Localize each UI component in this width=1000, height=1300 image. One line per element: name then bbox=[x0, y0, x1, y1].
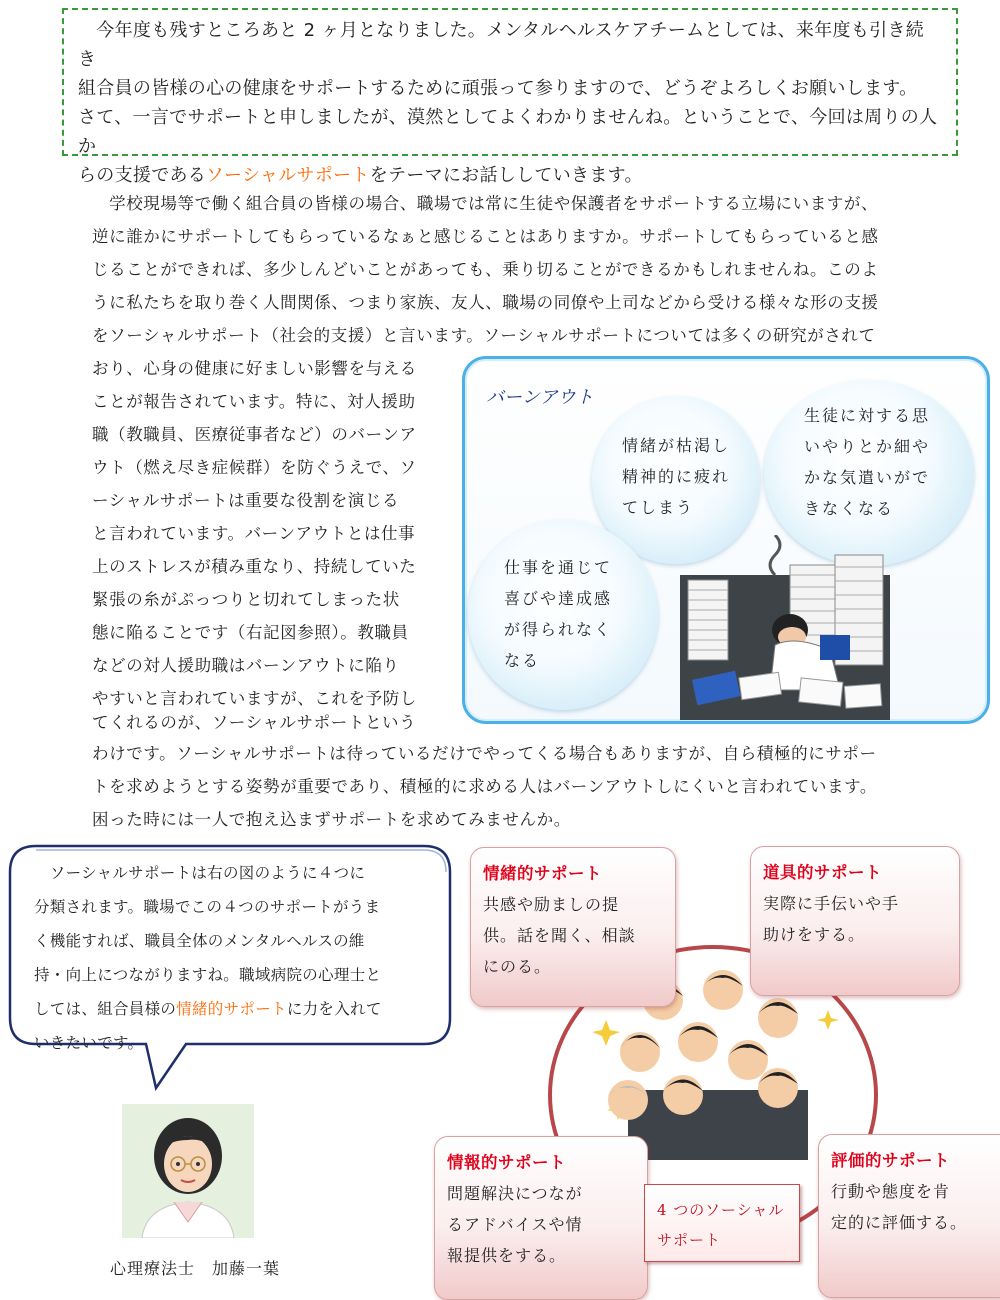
support-card-emotional: 情緒的サポート 共感や励ましの提 供。話を聞く、相談 にのる。 bbox=[470, 847, 676, 1007]
body-line: おり、心身の健康に好ましい影響を与える bbox=[92, 359, 417, 378]
body-line: 職（教職員、医療従事者など）のバーンア bbox=[92, 425, 417, 444]
body-line: じることができれば、多少しんどいことがあっても、乗り切ることができるかもしれませんね。このよ bbox=[92, 260, 879, 279]
support-card-informational: 情報的サポート 問題解決につなが るアドバイスや情 報提供をする。 bbox=[434, 1136, 648, 1300]
intro-line-4: らの支援であるソーシャルサポートをテーマにお話ししていきます。 bbox=[78, 165, 643, 186]
body-line: トを求めようとする姿勢が重要であり、積極的に求める人はバーンアウトしにくいと言われています。 bbox=[92, 777, 877, 796]
author-portrait bbox=[122, 1104, 254, 1238]
body-line: 学校現場等で働く組合員の皆様の場合、職場では常に生徒や保護者をサポートする立場にいますが、 bbox=[92, 194, 879, 213]
support-title: 情報的サポート bbox=[447, 1153, 566, 1172]
intro-line-2: 組合員の皆様の心の健康をサポートするために頑張って参りますので、どうぞよろしくお願いします。 bbox=[78, 78, 918, 99]
intro-line-3: さて、一言でサポートと申しましたが、漠然としてよくわかりませんね。ということで、今回は周りの人か bbox=[78, 107, 938, 157]
support-title: 評価的サポート bbox=[831, 1151, 950, 1170]
body-line: 逆に誰かにサポートしてもらっているなぁと感じることはありますか。サポートしてもらっていると感 bbox=[92, 227, 879, 246]
intro-highlight: ソーシャルサポート bbox=[205, 165, 370, 186]
speech-text: ソーシャルサポートは右の図のように４つに 分類されます。職場でこの４つのサポートがうま く機能すれば、職員全体のメンタルヘルスの維 持・向上につながりますね。職域病院の心理士と しては、組合員様の情緒的サポートに力を入れて いきたいです。 bbox=[34, 864, 382, 1052]
body-line: うに私たちを取り巻く人間関係、つまり家族、友人、職場の同僚や上司などから受ける様々な形の支援 bbox=[92, 293, 879, 312]
support-title: 道具的サポート bbox=[763, 863, 882, 882]
body-line: ーシャルサポートは重要な役割を演じる bbox=[92, 491, 400, 510]
body-line: ウト（燃え尽き症候群）を防ぐうえで、ソ bbox=[92, 458, 417, 477]
burnout-bubble-exhaustion: 情緒が枯渇し 精神的に疲れ てしまう bbox=[592, 396, 760, 564]
support-title: 情緒的サポート bbox=[483, 864, 602, 883]
body-line: わけです。ソーシャルサポートは待っているだけでやってくる場合もありますが、自ら積極的にサポー bbox=[92, 744, 877, 763]
support-card-appraisal: 評価的サポート 行動や態度を肯 定的に評価する。 bbox=[818, 1134, 1000, 1298]
support-card-instrumental: 道具的サポート 実際に手伝いや手 助けをする。 bbox=[750, 846, 960, 996]
body-line: 上のストレスが積み重なり、持続していた bbox=[92, 557, 417, 576]
body-line: てくれるのが、ソーシャルサポートという bbox=[92, 713, 417, 732]
body-line: ことが報告されています。特に、対人援助 bbox=[92, 392, 416, 411]
burnout-bubble-depersonalization: 生徒に対する思 いやりとか細や かな気遣いがで きなくなる bbox=[764, 380, 974, 566]
burnout-title: バーンアウト bbox=[486, 387, 594, 408]
body-line: などの対人援助職はバーンアウトに陥り bbox=[92, 656, 400, 675]
body-line: 困った時には一人で抱え込まずサポートを求めてみませんか。 bbox=[92, 810, 571, 829]
body-line: やすいと言われていますが、これを予防し bbox=[92, 689, 417, 708]
burnout-bubble-accomplishment: 仕事を通じて 喜びや達成感 が得られなく なる bbox=[468, 520, 658, 710]
body-line: をソーシャルサポート（社会的支援）と言います。ソーシャルサポートについては多くの研究がされて bbox=[92, 326, 876, 345]
overworked-worker-illustration bbox=[680, 535, 890, 720]
body-line: 緊張の糸がぷっつりと切れてしまった状 bbox=[92, 590, 400, 609]
four-supports-label: 4 つのソーシャル サポート bbox=[644, 1184, 800, 1262]
intro-line-1: 今年度も残すところあと 2 ヶ月となりました。メンタルヘルスケアチームとしては、来年度も引き続き bbox=[78, 20, 925, 70]
author-caption: 心理療法士 加藤一葉 bbox=[110, 1259, 281, 1278]
body-line: と言われています。バーンアウトとは仕事 bbox=[92, 524, 416, 543]
body-line: 態に陥ることです（右記図参照）。教職員 bbox=[92, 623, 409, 642]
intro-box bbox=[62, 8, 958, 186]
speech-highlight: 情緒的サポート bbox=[176, 1000, 287, 1018]
